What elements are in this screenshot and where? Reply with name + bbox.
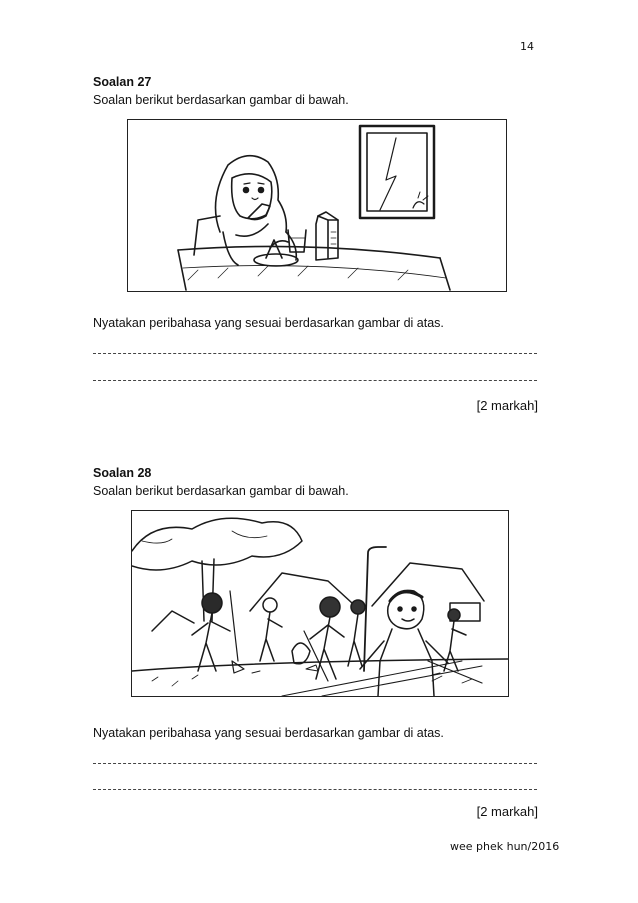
question-27-intro: Soalan berikut berdasarkan gambar di bawah. bbox=[93, 93, 349, 107]
question-28-prompt: Nyatakan peribahasa yang sesuai berdasarkan gambar di atas. bbox=[93, 726, 444, 740]
question-28-illustration bbox=[131, 510, 509, 697]
question-28-title: Soalan 28 bbox=[93, 466, 152, 480]
gotong-royong-drawing bbox=[132, 511, 508, 696]
question-28-answer-line-1[interactable] bbox=[93, 763, 537, 764]
page-number: 14 bbox=[520, 40, 534, 53]
page-footer: wee phek hun/2016 bbox=[450, 840, 560, 853]
girl-eating-drawing bbox=[128, 120, 506, 291]
question-27-answer-line-1[interactable] bbox=[93, 353, 537, 354]
question-28-marks: [2 markah] bbox=[476, 804, 538, 819]
question-28-intro: Soalan berikut berdasarkan gambar di bawah. bbox=[93, 484, 349, 498]
question-27-title: Soalan 27 bbox=[93, 75, 152, 89]
question-27-marks: [2 markah] bbox=[476, 398, 538, 413]
question-27-illustration bbox=[127, 119, 507, 292]
question-27-answer-line-2[interactable] bbox=[93, 380, 537, 381]
question-27-prompt: Nyatakan peribahasa yang sesuai berdasarkan gambar di atas. bbox=[93, 316, 444, 330]
question-28-answer-line-2[interactable] bbox=[93, 789, 537, 790]
